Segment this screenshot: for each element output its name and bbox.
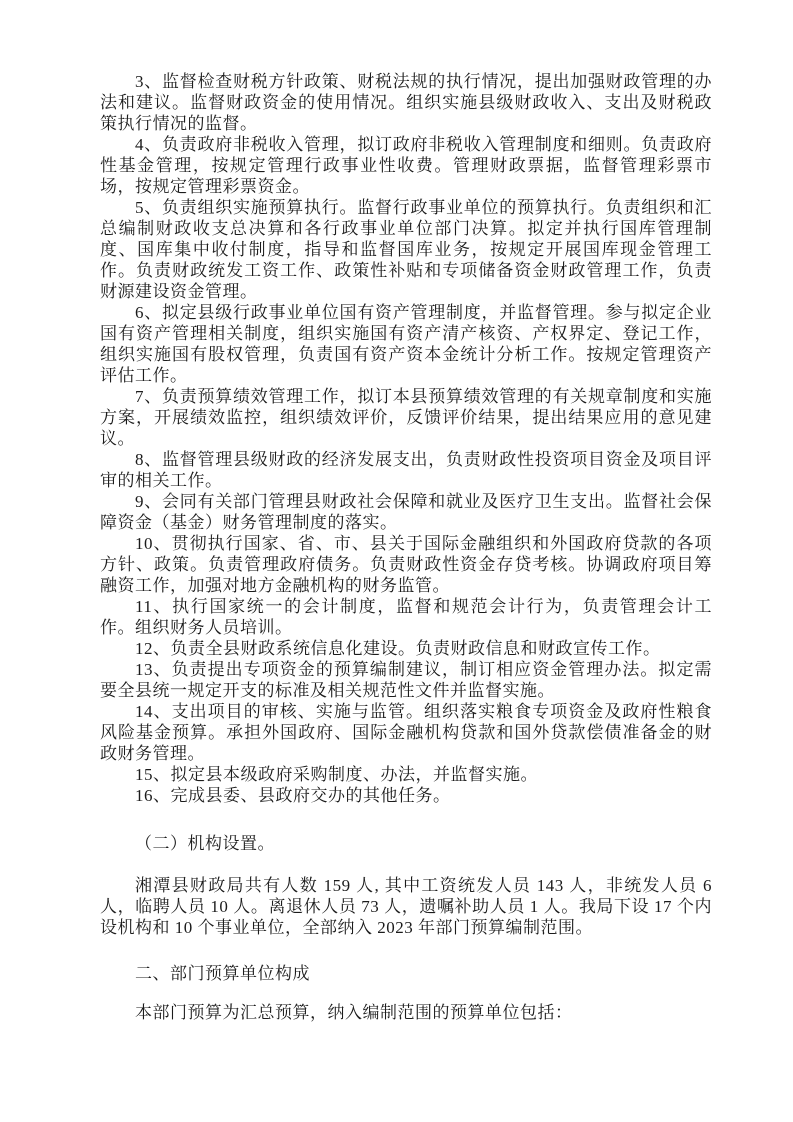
duty-item: 14、支出项目的审核、实施与监管。组织落实粮食专项资金及政府性粮食风险基金预算。承担外国政府、国际金融机构贷款和国外贷款偿债准备金的财政财务管理。 <box>100 702 712 763</box>
duty-item: 8、监督管理县级财政的经济发展支出，负责财政性投资项目资金及项目评审的相关工作。 <box>100 450 712 490</box>
duty-item: 13、负责提出专项资金的预算编制建议，制订相应资金管理办法。拟定需要全县统一规定开支的标准及相关规范性文件并监督实施。 <box>100 660 712 700</box>
duty-item: 5、负责组织实施预算执行。监督行政事业单位的预算执行。负责组织和汇总编制财政收支总决算和各行政事业单位部门决算。拟定并执行国库管理制度、国库集中收付制度，指导和监督国库业务，按规定开展国库现金管理工作。负责财政统发工资工作、政策性补贴和专项储备资金财政管理工作，负责财源建设资金管理。 <box>100 198 712 301</box>
duty-item: 16、完成县委、县政府交办的其他任务。 <box>135 786 451 805</box>
duty-item: 11、执行国家统一的会计制度，监督和规范会计行为，负责管理会计工作。组织财务人员培训。 <box>100 597 712 637</box>
duty-item: 3、监督检查财税方针政策、财税法规的执行情况，提出加强财政管理的办法和建议。监督财政资金的使用情况。组织实施县级财政收入、支出及财税政策执行情况的监督。 <box>100 72 712 133</box>
duty-item: 9、会同有关部门管理县财政社会保障和就业及医疗卫生支出。监督社会保障资金（基金）财务管理制度的落实。 <box>100 492 712 532</box>
org-paragraph: 湘潭县财政局共有人数 159 人, 其中工资统发人员 143 人，非统发人员 6 人，临聘人员 10 人。离退休人员 73 人，遗嘱补助人员 1 人。我局下设 17 个内设机构和 10 个事业单位，全部纳入 2023 年部门预算编制范围。 <box>100 876 712 937</box>
duty-item: 12、负责全县财政系统信息化建设。负责财政信息和财政宣传工作。 <box>135 639 661 658</box>
duty-item: 10、贯彻执行国家、省、市、县关于国际金融组织和外国政府贷款的各项方针、政策。负责管理政府债务。负责财政性资金存贷考核。协调政府项目筹融资工作，加强对地方金融机构的财务监管。 <box>100 534 712 595</box>
document-body <box>100 71 712 1023</box>
duty-item: 7、负责预算绩效管理工作，拟订本县预算绩效管理的有关规章制度和实施方案，开展绩效监控，组织绩效评价，反馈评价结果，提出结果应用的意见建议。 <box>100 387 712 448</box>
duty-item: 6、拟定县级行政事业单位国有资产管理制度，并监督管理。参与拟定企业国有资产管理相关制度，组织实施国有资产清产核资、产权界定、登记工作，组织实施国有股权管理，负责国有资产资本金统计分析工作。按规定管理资产评估工作。 <box>100 303 712 385</box>
duty-item: 4、负责政府非税收入管理，拟订政府非税收入管理制度和细则。负责政府性基金管理，按规定管理行政事业性收费。管理财政票据，监督管理彩票市场，按规定管理彩票资金。 <box>100 135 712 196</box>
section-2-heading: 二、部门预算单位构成 <box>135 964 310 983</box>
duty-item: 15、拟定县本级政府采购制度、办法，并监督实施。 <box>135 765 538 784</box>
org-setup-heading: （二）机构设置。 <box>135 834 275 853</box>
section-2-intro: 本部门预算为汇总预算，纳入编制范围的预算单位包括： <box>135 1003 573 1022</box>
